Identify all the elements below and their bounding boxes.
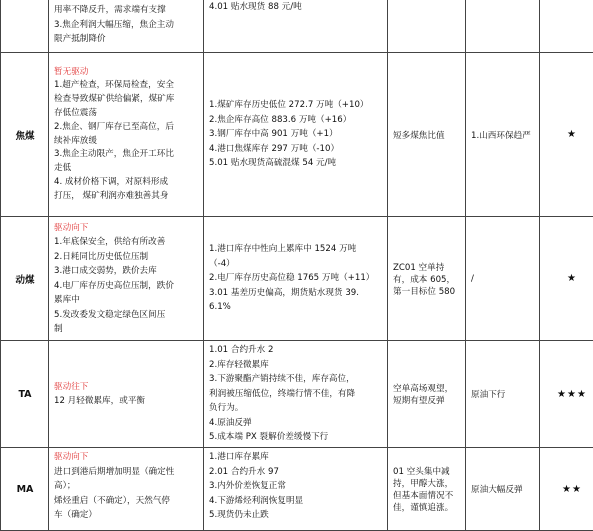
data-line: 1.01 合约升水 2 xyxy=(209,345,274,356)
logic-cell: 1.山西环保趋严 xyxy=(466,53,540,217)
driver-line: 4.电厂库存历史高位压制，跌价 xyxy=(54,280,174,291)
data-line: 3.下游聚酯产销持续不佳，库存高位， xyxy=(209,374,355,385)
logic-cell: / xyxy=(466,217,540,341)
driver-line: 存低位震荡 xyxy=(54,107,97,118)
data-line: 2.库存轻微累库 xyxy=(209,359,269,370)
rating-cell: ★ xyxy=(540,53,593,217)
data-line: 1.港口库存中性向上累库中 1524 万吨 xyxy=(209,244,357,255)
data-line: 2.焦企库存高位 883.6 万吨（+16） xyxy=(209,114,352,125)
driver-line: 打压， 煤矿利润亦难独善其身 xyxy=(54,190,169,201)
driver-line: 1.年底保安全，供给有所改善 xyxy=(54,237,166,247)
data-cell xyxy=(204,217,388,341)
commodity-name: 焦煤 xyxy=(1,53,49,217)
data-cell xyxy=(204,341,388,448)
driver-heading: 驱动向下 xyxy=(54,222,89,233)
driver-line: 4. 成材价格下调，对原料形成 xyxy=(54,176,169,187)
driver-heading: 驱动向下 xyxy=(54,452,89,462)
driver-line: 高）； xyxy=(54,481,76,491)
logic-cell: 原油下行 xyxy=(466,341,540,448)
commodity-name xyxy=(1,0,49,53)
logic-cell xyxy=(466,0,540,53)
data-cell xyxy=(204,53,388,217)
commodity-name: TA xyxy=(1,341,49,448)
driver-cell xyxy=(49,341,204,448)
table-row xyxy=(1,53,593,217)
data-line: 3.内外价差恢复正常 xyxy=(209,481,286,491)
driver-heading: 暂无驱动 xyxy=(54,66,89,77)
rating-cell: ★★★ xyxy=(540,341,593,448)
data-line: 6.1% xyxy=(209,302,231,313)
data-line: 2.电厂库存历史高位稳 1765 万吨（+11） xyxy=(209,273,375,284)
rating-cell xyxy=(540,0,593,53)
commodity-name: 动煤 xyxy=(1,217,49,341)
driver-line: 限产抵制降价 xyxy=(54,34,106,45)
data-line: 3.钢厂库存中高 901 万吨（+1） xyxy=(209,129,338,140)
driver-line: 进口到港后期增加明显（确定性 xyxy=(54,466,175,477)
data-cell xyxy=(204,0,388,53)
table-row xyxy=(1,0,593,53)
data-line: 4.港口焦煤库存 297 万吨（-10） xyxy=(209,143,340,154)
data-line: 4.下游烯烃利润恢复明显 xyxy=(209,495,304,506)
driver-cell xyxy=(49,217,204,341)
data-line: 1.港口库存累库 xyxy=(209,452,269,462)
driver-heading: 驱动往下 xyxy=(54,381,89,392)
logic-cell: 原油大幅反弹 xyxy=(466,448,540,531)
data-line: 5.01 贴水现货高硫混煤 54 元/吨 xyxy=(209,158,337,169)
strategy-cell: 短多煤焦比值 xyxy=(388,53,466,217)
driver-line: 续补库放缓 xyxy=(54,135,97,146)
data-line: 5.成本端 PX 裂解价差缓慢下行 xyxy=(209,432,329,443)
data-line: 4.01 贴水现货 88 元/吨 xyxy=(209,2,302,12)
driver-line: 2.焦企、钢厂库存已至高位，后 xyxy=(54,121,174,132)
driver-cell xyxy=(49,53,204,217)
table-row xyxy=(1,341,593,448)
data-cell xyxy=(204,448,388,531)
driver-cell xyxy=(49,448,204,531)
strategy-cell: 空单高场观望，短期有望反弹 xyxy=(388,341,466,448)
driver-line: 走低 xyxy=(54,163,72,174)
data-line: 5.现货仍未止跌 xyxy=(209,510,269,520)
driver-line: 烯烃重启（不确定），天然气停 xyxy=(54,495,171,506)
data-line: （-4） xyxy=(209,258,235,269)
driver-line: 用率不降反升，需求端有支撑 xyxy=(54,5,166,16)
driver-line: 累库中 xyxy=(54,295,80,305)
driver-cell xyxy=(49,0,204,53)
driver-line: 检查导致煤矿供给偏紧，煤矿库 xyxy=(54,94,175,105)
commodity-name: MA xyxy=(1,448,49,531)
strategy-cell: ZC01 空单持有，成本 605，第一目标位 580 xyxy=(388,217,466,341)
driver-line: 3.港口成交弱势，跌价去库 xyxy=(54,266,157,276)
data-line: 利润被压缩低位，终端行情不佳，有降 xyxy=(209,388,356,399)
data-line: 4.原油反弹 xyxy=(209,417,252,428)
driver-line: 2.日耗同比历史低位压制 xyxy=(54,251,149,262)
data-line: 3.01 基差历史偏高，期货贴水现货 39. xyxy=(209,287,359,298)
data-line: 1.煤矿库存历史低位 272.7 万吨（+10） xyxy=(209,100,369,111)
table-row xyxy=(1,448,593,531)
data-line: 负行为。 xyxy=(209,403,244,414)
strategy-cell xyxy=(388,0,466,53)
driver-line: 车（确定） xyxy=(54,510,97,520)
driver-line: 3.焦企利润大幅压缩，焦企主动 xyxy=(54,19,174,30)
strategy-cell: 01 空头集中减持，甲醇大涨，但基本面情况不佳，谨慎追涨。 xyxy=(388,448,466,531)
driver-line: 制 xyxy=(54,324,63,334)
driver-line: 12 月轻微累库，或平衡 xyxy=(54,396,146,406)
driver-line: 1.超产检查，环保局检查，安全 xyxy=(54,80,174,91)
data-line: 2.01 合约升水 97 xyxy=(209,466,279,477)
rating-cell: ★ xyxy=(540,217,593,341)
table-row xyxy=(1,217,593,341)
driver-line: 3.焦企主动限产，焦企开工环比 xyxy=(54,149,174,160)
rating-cell: ★★ xyxy=(540,448,593,531)
driver-line: 5.发改委发文稳定绿色区间压 xyxy=(54,309,166,320)
